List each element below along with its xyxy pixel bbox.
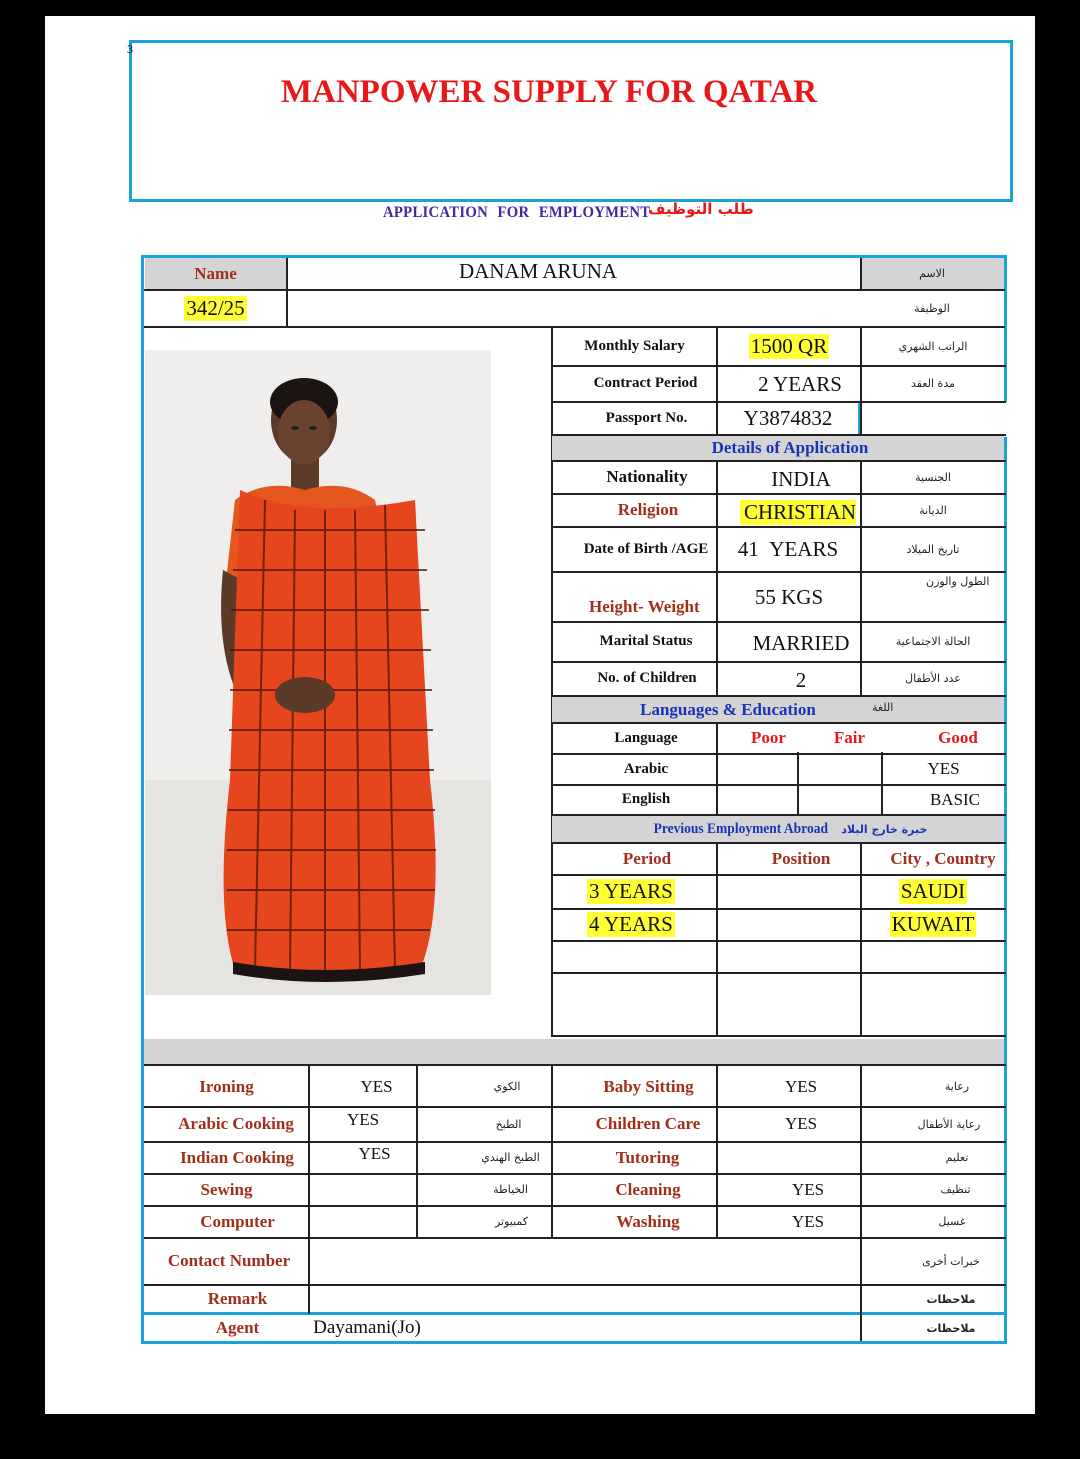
marital-status-arabic: الحالة الاجتماعية — [895, 635, 971, 648]
agent-value: Dayamani(Jo) — [313, 1317, 421, 1338]
name-label-arabic: الاسم — [919, 267, 945, 280]
agent-label: Agent — [215, 1318, 260, 1337]
children-care-label: Children Care — [595, 1114, 701, 1133]
monthly-salary-arabic: الراتب الشهري — [898, 340, 968, 353]
language-english-good: BASIC — [929, 789, 981, 809]
poor-col-header: Poor — [751, 728, 786, 747]
page-title: MANPOWER SUPPLY FOR QATAR — [280, 73, 818, 110]
weight-value: 55 KGS — [754, 584, 824, 609]
indian-cooking-label: Indian Cooking — [180, 1147, 294, 1167]
contact-arabic: خبرات أخرى — [922, 1254, 980, 1268]
details-of-application-header: Details of Application — [711, 438, 869, 457]
baby-sitting-value: YES — [784, 1076, 818, 1096]
age-value: 41 YEARS — [737, 536, 839, 561]
marital-status-label: Marital Status — [599, 633, 693, 649]
header-box — [129, 40, 1013, 202]
monthly-salary-label: Monthly Salary — [584, 338, 685, 354]
height-weight-label: Height- Weight — [589, 597, 700, 616]
sewing-arabic: الخياطة — [493, 1183, 528, 1196]
application-title: APPLICATION FOR EMPLOYMENT — [383, 204, 651, 221]
computer-arabic: كمبيوتر — [494, 1215, 529, 1228]
tutoring-label: Tutoring — [615, 1147, 680, 1167]
languages-arabic: اللغة — [872, 701, 894, 714]
tutoring-arabic: تعليم — [945, 1151, 969, 1164]
washing-value: YES — [791, 1211, 825, 1231]
ironing-arabic: الكوي — [493, 1080, 521, 1093]
previous-employment-arabic: خبرة خارج البلاد — [841, 822, 928, 836]
employment-period-2: 4 YEARS — [589, 912, 673, 936]
previous-employment-header: Previous Employment Abroad خبرة خارج البلاد — [653, 820, 928, 837]
washing-label: Washing — [616, 1211, 680, 1231]
religion-arabic: الديانة — [919, 503, 947, 517]
passport-label: Passport No. — [605, 410, 688, 426]
ironing-label: Ironing — [199, 1076, 254, 1096]
reference-number: 342/25 — [186, 296, 245, 320]
monthly-salary-value: 1500 QR — [750, 334, 828, 358]
dob-arabic: تاريخ الميلاد — [906, 542, 960, 556]
children-care-value: YES — [784, 1114, 818, 1133]
contract-period-label: Contract Period — [593, 374, 698, 391]
religion-value: CHRISTIAN — [740, 496, 861, 528]
cleaning-arabic: تنظيف — [940, 1183, 971, 1196]
passport-value: Y3874832 — [743, 406, 833, 430]
children-care-arabic: رعاية الأطفال — [917, 1117, 981, 1131]
nationality-label: Nationality — [606, 467, 688, 486]
baby-sitting-label: Baby Sitting — [603, 1076, 694, 1096]
application-title-arabic: طلب التوظيف — [648, 200, 754, 218]
arabic-cooking-arabic: الطبخ — [495, 1117, 522, 1131]
washing-arabic: غسيل — [938, 1215, 966, 1228]
language-col-header: Language — [614, 729, 678, 746]
children-value: 2 — [795, 668, 807, 692]
height-weight-arabic: الطول والوزن — [926, 575, 990, 588]
employment-location-2: KUWAIT — [891, 912, 975, 936]
remark-label: Remark — [207, 1289, 268, 1308]
indian-cooking-value: YES — [358, 1143, 391, 1163]
children-arabic: عدد الأطفال — [905, 672, 961, 685]
arabic-cooking-label: Arabic Cooking — [178, 1114, 294, 1133]
cleaning-label: Cleaning — [615, 1179, 681, 1199]
applicant-name: DANAM ARUNA — [458, 259, 618, 283]
arabic-cooking-value: YES — [346, 1110, 380, 1129]
baby-sitting-arabic: رعاية — [944, 1080, 970, 1093]
dob-age-label: Date of Birth /AGE — [583, 540, 709, 557]
cleaning-value: YES — [791, 1179, 825, 1199]
fair-col-header: Fair — [833, 728, 866, 747]
language-row-arabic: Arabic — [623, 760, 669, 777]
children-label: No. of Children — [597, 670, 697, 686]
employment-period-1: 3 YEARS — [589, 879, 673, 903]
religion-label: Religion — [617, 500, 679, 519]
city-country-col-header: City , Country — [890, 848, 996, 868]
ironing-value: YES — [360, 1076, 393, 1096]
employment-location-1: SAUDI — [900, 879, 966, 903]
marital-status-value: MARRIED — [752, 631, 850, 655]
name-label: Name — [194, 263, 237, 283]
form-marker: 3 — [127, 42, 133, 56]
period-col-header: Period — [622, 848, 672, 868]
job-label-arabic: الوظيفة — [914, 302, 950, 315]
sewing-label: Sewing — [200, 1179, 253, 1199]
nationality-arabic: الجنسية — [915, 470, 951, 484]
languages-education-header: Languages & Education — [640, 699, 816, 719]
nationality-value: INDIA — [771, 466, 831, 491]
applicant-photo — [145, 350, 491, 995]
language-row-english: English — [621, 791, 671, 807]
indian-cooking-arabic: الطبخ الهندي — [481, 1151, 540, 1164]
contract-period-value: 2 YEARS — [758, 371, 842, 396]
position-col-header: Position — [771, 848, 831, 868]
contact-number-label: Contact Number — [167, 1251, 291, 1270]
good-col-header: Good — [938, 728, 978, 747]
language-arabic-good: YES — [927, 759, 960, 778]
contract-period-arabic: مدة العقد — [911, 376, 955, 390]
remark-arabic: ملاحظات — [926, 1292, 976, 1306]
agent-arabic: ملاحظات — [926, 1321, 976, 1335]
computer-label: Computer — [200, 1211, 275, 1231]
